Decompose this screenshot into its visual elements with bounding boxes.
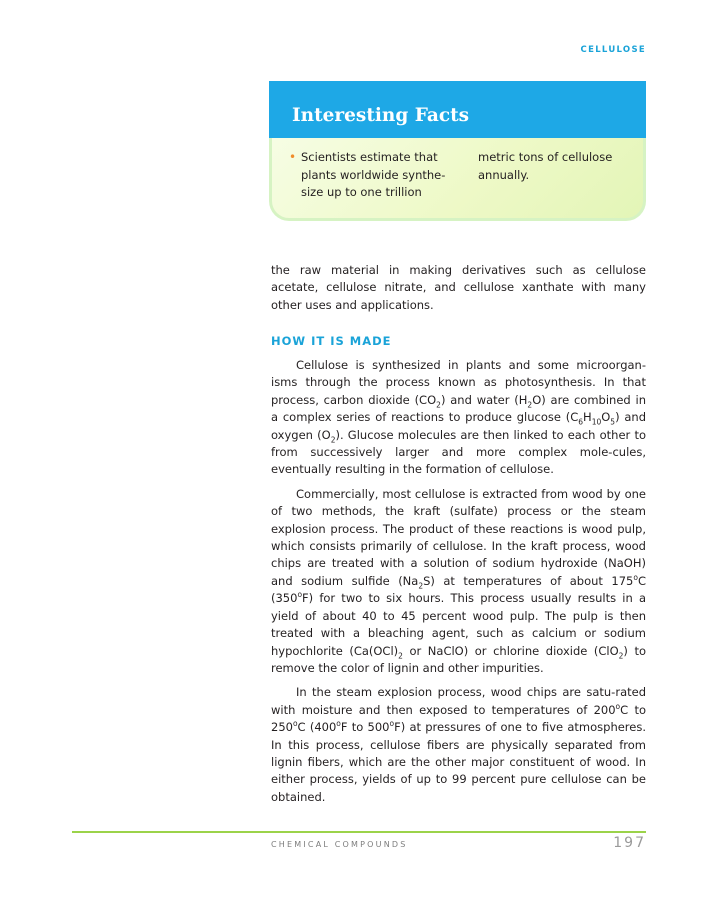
facts-line: size up to one trillion: [301, 185, 422, 199]
footer-book-title: CHEMICAL COMPOUNDS: [271, 840, 408, 849]
intro-line: the raw material in making derivatives such as cellulose: [271, 263, 646, 277]
running-head: CELLULOSE: [580, 45, 646, 55]
page-number: 197: [613, 835, 646, 851]
facts-line: metric tons of cellulose: [478, 150, 613, 164]
intro-paragraph: [271, 262, 646, 314]
intro-line: other uses and applications.: [271, 297, 434, 312]
paragraph-photosynthesis: Cellulose is synthesized in plants and some microorgan-isms through the process known as photosynthesis. In that process, carbon dioxide $(CO_2)$ and water $(H_2O)$ are combined in a complex series of reactions to produce glucose $(C_6H_{10}O_5)$ and oxygen $(O_2)$. Glucose molecules are then linked to each other to from successively larger and more complex mole-cules, eventually resulting in the formation of cellulose.: [271, 358, 646, 477]
footer-rule: [72, 831, 646, 833]
facts-column-right: [478, 149, 628, 184]
facts-header: [269, 81, 646, 138]
section-heading: HOW IT IS MADE: [271, 334, 392, 348]
facts-body: [272, 138, 643, 218]
facts-line: Scientists estimate that: [301, 150, 438, 164]
facts-line: plants worldwide synthe-: [301, 167, 446, 182]
interesting-facts-box: [269, 81, 646, 221]
bullet-icon: •: [289, 150, 297, 164]
paragraph-kraft-process: Commercially, most cellulose is extracted from wood by one of two methods, the kraft (sulfate) process or the steam explosion process. The product of these reactions is wood pulp, which consists primarily of cellulose. In the kraft process, wood chips are treated with a solution of sodium hydroxide (NaOH) and sodium sulfide $(Na_2S)$ at temperatures of about 175$^o$C (350$^o$F) for two to six hours. This process usually results in a yield of about 40 to 45 percent wood pulp. The pulp is then treated with a bleaching agent, such as calcium or sodium hypochlorite ($Ca(OCl)_2$ or NaClO) or chlorine dioxide (ClO$_2$) to remove the color of lignin and other impurities.: [271, 486, 647, 675]
body-text: [271, 357, 646, 806]
facts-line: annually.: [478, 167, 530, 182]
paragraph-steam-explosion: In the steam explosion process, wood chips are satu-rated with moisture and then exposed to temperatures of 200$^o$C to 250$^o$C (400$^o$F to 500$^o$F) at pressures of one to five atmospheres. In this process, cellulose fibers are physically separated from lignin fibers, which are the other major constituent of wood. In either process, yields of up to 99 percent pure cellulose can be obtained.: [271, 685, 647, 804]
intro-line: acetate, cellulose nitrate, and cellulose xanthate with many: [271, 280, 646, 295]
facts-title: Interesting Facts: [292, 105, 470, 126]
facts-column-left: [301, 149, 446, 202]
